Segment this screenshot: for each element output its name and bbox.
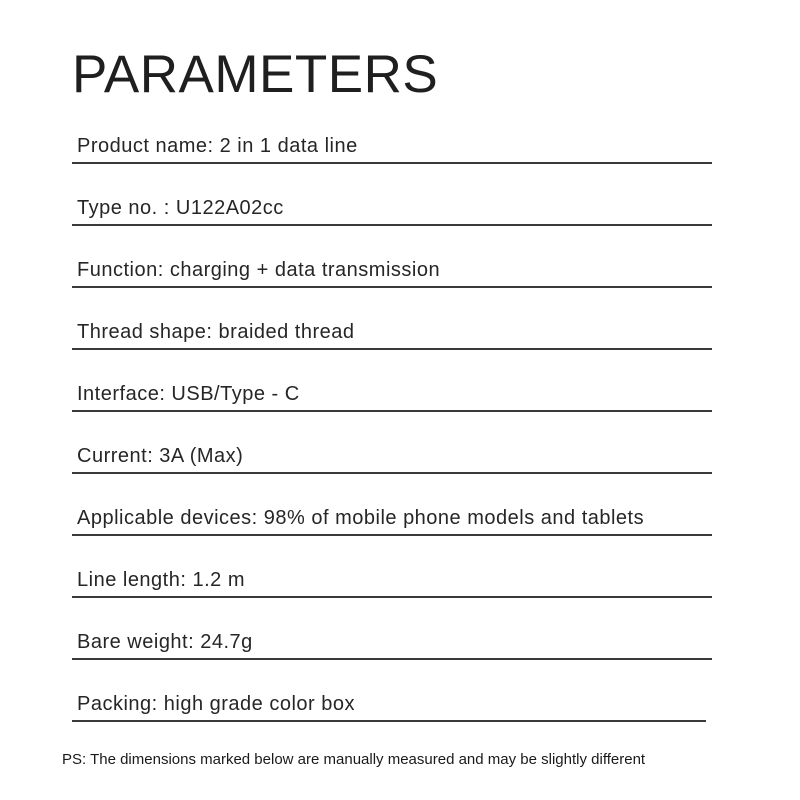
parameter-text: Applicable devices: 98% of mobile phone models and tablets <box>77 507 645 529</box>
parameter-row-interface <box>72 350 712 412</box>
parameter-text: Packing: high grade color box <box>77 693 355 715</box>
parameter-text: Function: charging + data transmission <box>77 259 441 281</box>
parameter-text: Type no. : U122A02cc <box>77 197 284 219</box>
parameter-text: Line length: 1.2 m <box>77 569 245 591</box>
parameter-row-function <box>72 226 712 288</box>
parameter-text: Interface: USB/Type - C <box>77 383 300 405</box>
parameter-row-thread-shape <box>72 288 712 350</box>
parameter-text: Thread shape: braided thread <box>77 321 355 343</box>
footnote: PS: The dimensions marked below are manually measured and may be slightly different <box>62 751 646 768</box>
parameter-row-applicable-devices <box>72 474 712 536</box>
parameter-row-current <box>72 412 712 474</box>
parameter-row-packing <box>72 660 712 722</box>
page-title: PARAMETERS <box>72 45 439 104</box>
parameter-text: Bare weight: 24.7g <box>77 631 253 653</box>
parameter-row-type-no <box>72 164 712 226</box>
parameter-text: Product name: 2 in 1 data line <box>77 135 358 157</box>
parameter-list <box>72 102 712 722</box>
row-divider <box>72 720 706 722</box>
parameter-text: Current: 3A (Max) <box>77 445 244 467</box>
parameter-row-line-length <box>72 536 712 598</box>
parameter-row-bare-weight <box>72 598 712 660</box>
parameter-row-product-name <box>72 102 712 164</box>
